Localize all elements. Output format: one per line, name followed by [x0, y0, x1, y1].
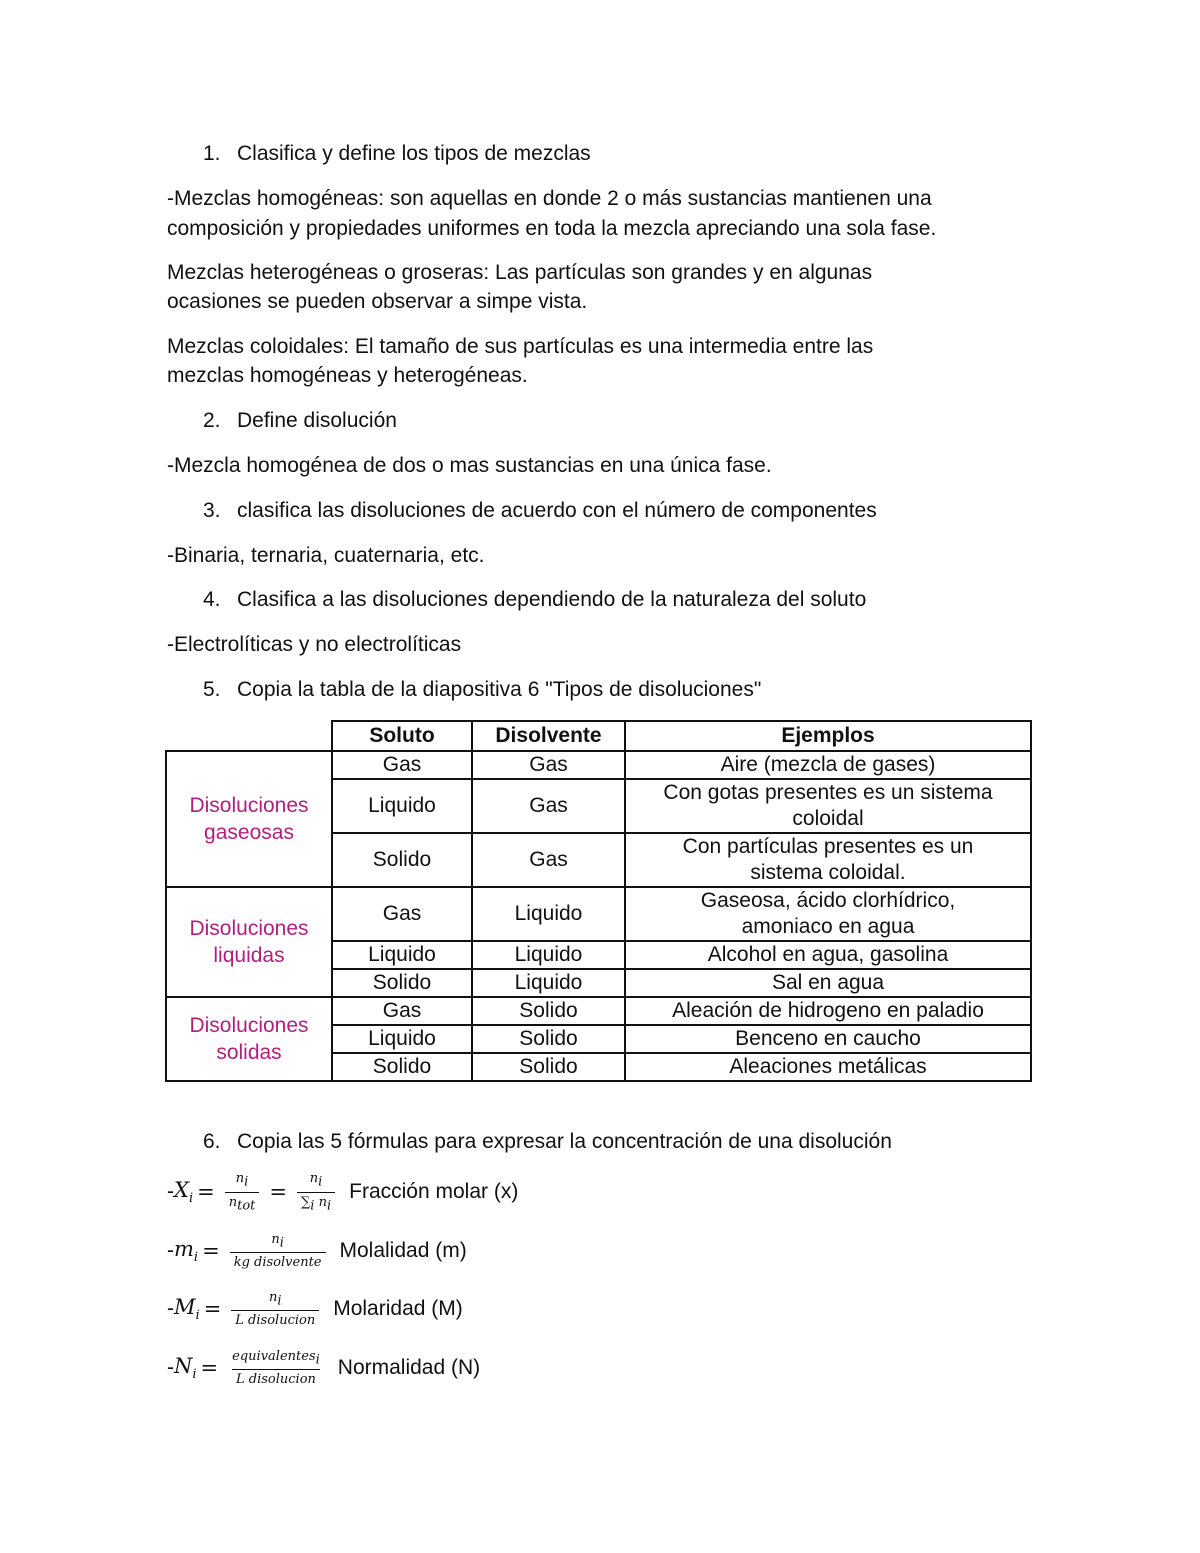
answer-line: -Mezclas homogéneas: son aquellas en donde 2 o más sustancias mantienen una — [167, 187, 932, 210]
header-ejemplos: Ejemplos — [625, 721, 1031, 751]
formula-symbol: $M_i$ — [174, 1294, 200, 1324]
equals-sign: = — [200, 1356, 219, 1380]
question-text: Copia la tabla de la diapositiva 6 "Tipos de disoluciones" — [237, 678, 762, 701]
cell-disolvente: Gas — [472, 833, 625, 887]
ejemplo-line: sistema coloidal. — [750, 861, 906, 884]
cell-soluto: Gas — [332, 997, 472, 1025]
question-text: Copia las 5 fórmulas para expresar la concentración de una disolución — [237, 1130, 892, 1153]
cell-disolvente: Gas — [472, 779, 625, 833]
cell-ejemplo: Alcohol en agua, gasolina — [625, 941, 1031, 969]
formula-molality — [167, 1221, 467, 1281]
answer-line: -Electrolíticas y no electrolíticas — [167, 633, 462, 656]
cell-ejemplo: Aleaciones metálicas — [625, 1053, 1031, 1081]
equals-sign: = — [203, 1297, 222, 1321]
cell-disolvente: Solido — [472, 1053, 625, 1081]
group-label-line: liquidas — [213, 944, 285, 967]
answer-line: Mezclas coloidales: El tamaño de sus partículas es una intermedia entre las — [167, 335, 874, 358]
equals-sign: = — [269, 1180, 287, 1204]
question-number: 1. — [203, 142, 221, 165]
fraction: $\frac{equivalentes_i}{\text{L disolucion}}$ — [232, 1348, 320, 1388]
cell-soluto: Liquido — [332, 1025, 472, 1053]
formula-dash: - — [167, 1356, 174, 1379]
cell-disolvente: Solido — [472, 1025, 625, 1053]
answer-line: -Mezcla homogénea de dos o mas sustancias en una única fase. — [167, 454, 772, 477]
group-label-line: Disoluciones — [189, 794, 309, 817]
cell-ejemplo: Aire (mezcla de gases) — [625, 751, 1031, 779]
equals-sign: = — [202, 1239, 220, 1263]
question-text: Clasifica y define los tipos de mezclas — [237, 142, 591, 165]
formula-symbol: $N_i$ — [174, 1353, 197, 1383]
ejemplo-line: Con partículas presentes es un — [682, 835, 974, 858]
table-row — [166, 997, 1031, 1025]
cell-soluto: Solido — [332, 969, 472, 997]
question-text: clasifica las disoluciones de acuerdo con el número de componentes — [237, 499, 877, 522]
cell-ejemplo — [625, 779, 1031, 833]
group-label-liquidas — [166, 887, 332, 997]
ejemplo-line: Con gotas presentes es un sistema — [663, 781, 993, 804]
formula-mole-fraction — [167, 1162, 518, 1222]
cell-ejemplo — [625, 887, 1031, 941]
question-number: 4. — [203, 588, 221, 611]
equals-sign: = — [197, 1180, 215, 1204]
answer-line: -Binaria, ternaria, cuaternaria, etc. — [167, 544, 485, 567]
cell-soluto: Solido — [332, 833, 472, 887]
formula-label: Molaridad (M) — [333, 1297, 463, 1320]
table-row — [166, 751, 1031, 779]
question-text: Clasifica a las disoluciones dependiendo de la naturaleza del soluto — [237, 588, 867, 611]
formula-dash: - — [167, 1239, 174, 1262]
fraction: $\frac{n_i}{\text{kg disolvente}}$ — [230, 1232, 326, 1271]
cell-soluto: Gas — [332, 751, 472, 779]
ejemplo-line: coloidal — [792, 807, 864, 830]
cell-ejemplo: Aleación de hidrogeno en paladio — [625, 997, 1031, 1025]
group-label-line: Disoluciones — [189, 1014, 309, 1037]
cell-disolvente: Solido — [472, 997, 625, 1025]
group-label-line: gaseosas — [204, 821, 294, 844]
cell-disolvente: Liquido — [472, 887, 625, 941]
answer-line: composición y propiedades uniformes en toda la mezcla apreciando una sola fase. — [167, 217, 937, 240]
group-label-line: solidas — [216, 1041, 282, 1064]
cell-soluto: Solido — [332, 1053, 472, 1081]
dissolutions-table — [165, 720, 1032, 1082]
cell-soluto: Liquido — [332, 941, 472, 969]
cell-ejemplo: Sal en agua — [625, 969, 1031, 997]
cell-disolvente: Liquido — [472, 969, 625, 997]
formula-dash: - — [167, 1180, 174, 1203]
cell-soluto: Liquido — [332, 779, 472, 833]
table-row — [166, 887, 1031, 941]
table-header-row — [166, 721, 1031, 751]
ejemplo-line: amoniaco en agua — [741, 915, 915, 938]
answer-line: ocasiones se pueden observar a simpe vista. — [167, 290, 588, 313]
formula-label: Normalidad (N) — [337, 1356, 481, 1379]
cell-disolvente: Liquido — [472, 941, 625, 969]
question-text: Define disolución — [237, 409, 397, 432]
question-number: 3. — [203, 499, 221, 522]
formula-label: Molalidad (m) — [339, 1239, 467, 1262]
fraction: $\frac{n_i}{\sum_i n_i}$ — [297, 1171, 335, 1213]
formula-molarity — [167, 1279, 463, 1339]
header-disolvente: Disolvente — [472, 721, 625, 751]
group-label-gaseosas — [166, 751, 332, 887]
formula-normality — [167, 1338, 480, 1398]
formula-dash: - — [167, 1297, 174, 1320]
question-number: 5. — [203, 678, 221, 701]
question-number: 2. — [203, 409, 221, 432]
question-number: 6. — [203, 1130, 221, 1153]
ejemplo-line: Gaseosa, ácido clorhídrico, — [700, 889, 956, 912]
cell-soluto: Gas — [332, 887, 472, 941]
header-soluto: Soluto — [332, 721, 472, 751]
fraction: $\frac{n_i}{\text{L disolucion}}$ — [231, 1290, 319, 1329]
answer-line: Mezclas heterogéneas o groseras: Las partículas son grandes y en algunas — [167, 261, 873, 284]
formula-symbol: $m_i$ — [174, 1236, 199, 1266]
group-label-solidas — [166, 997, 332, 1081]
fraction: $\frac{n_i}{n_{tot}}$ — [225, 1171, 260, 1213]
group-label-line: Disoluciones — [189, 917, 309, 940]
formula-symbol: $X_i$ — [174, 1177, 194, 1207]
cell-ejemplo — [625, 833, 1031, 887]
answer-line: mezclas homogéneas y heterogéneas. — [167, 364, 528, 387]
corner-cell — [166, 721, 332, 751]
cell-disolvente: Gas — [472, 751, 625, 779]
cell-ejemplo: Benceno en caucho — [625, 1025, 1031, 1053]
formula-label: Fracción molar (x) — [349, 1180, 519, 1203]
